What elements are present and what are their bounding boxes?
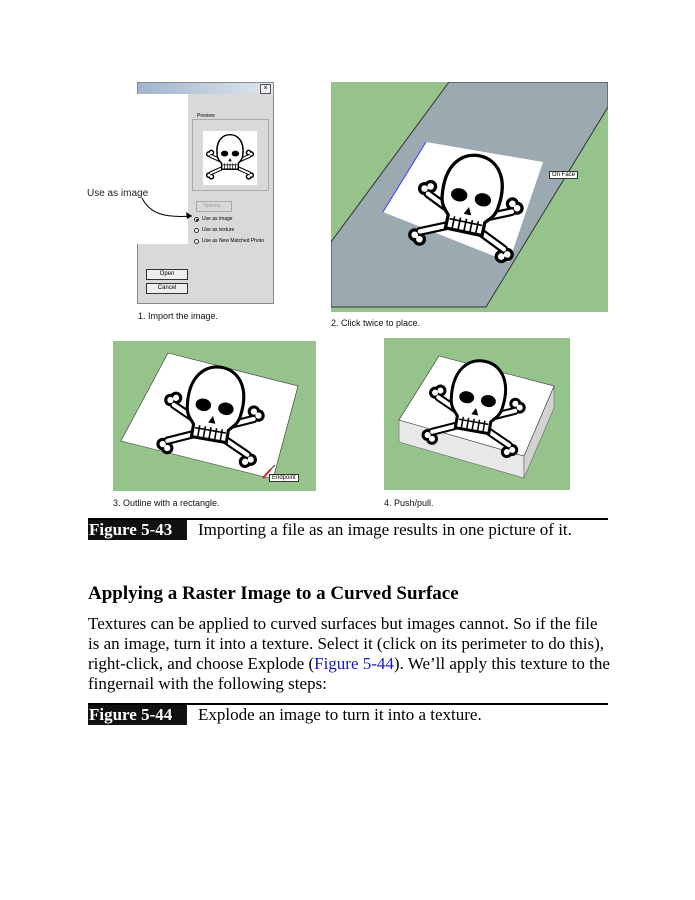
paragraph-text: Textures can be applied to curved surfaces but images cannot. So if the file is an image, turn it into a texture. Select it (click on its perimeter to do this), right-click, and choose Explode ( (88, 614, 605, 673)
preview-image (203, 131, 257, 185)
figure-caption: Explode an image to turn it into a texture. (198, 705, 482, 724)
dialog-titlebar (138, 83, 273, 94)
cancel-button[interactable]: Cancel (146, 283, 188, 294)
panel-place-image (331, 82, 608, 312)
radio-label: Use as New Matched Photo (202, 238, 264, 244)
import-image-dialog (137, 82, 274, 304)
radio-label: Use as texture (202, 227, 235, 233)
body-paragraph (88, 614, 613, 694)
panel-caption-2: 2. Click twice to place. (331, 318, 421, 328)
panel-caption-1: 1. Import the image. (138, 311, 219, 321)
panel-caption-4: 4. Push/pull. (384, 498, 434, 508)
paragraph-text: ). We’ll apply this texture to the fingernail with the following steps: (88, 654, 610, 693)
radio-use-as-texture[interactable] (194, 227, 234, 233)
open-button[interactable]: Open (146, 269, 188, 280)
skull-crossbones-icon (203, 131, 257, 185)
inference-tooltip: Endpoint (269, 474, 299, 482)
callout-arrow (140, 196, 200, 226)
options-button[interactable]: Options... (196, 201, 232, 212)
panel-push-pull (384, 338, 570, 490)
inference-tooltip: On Face (549, 171, 578, 179)
radio-icon (194, 239, 199, 244)
radio-use-as-matched-photo[interactable] (194, 238, 264, 244)
panel-outline-rectangle (113, 341, 316, 491)
panel-caption-3: 3. Outline with a rectangle. (113, 498, 220, 508)
section-heading: Applying a Raster Image to a Curved Surface (88, 583, 459, 604)
radio-label: Use as image (202, 216, 233, 222)
figure-caption: Importing a file as an image results in one picture of it. (198, 520, 572, 539)
callout-label: Use as image (87, 188, 149, 199)
figure-link[interactable]: Figure 5-44 (314, 654, 394, 673)
figure-label: Figure 5-43 (88, 520, 187, 540)
figure-label: Figure 5-44 (88, 705, 187, 725)
radio-icon (194, 228, 199, 233)
preview-label: Preview (197, 113, 215, 119)
close-icon[interactable]: × (260, 84, 271, 94)
